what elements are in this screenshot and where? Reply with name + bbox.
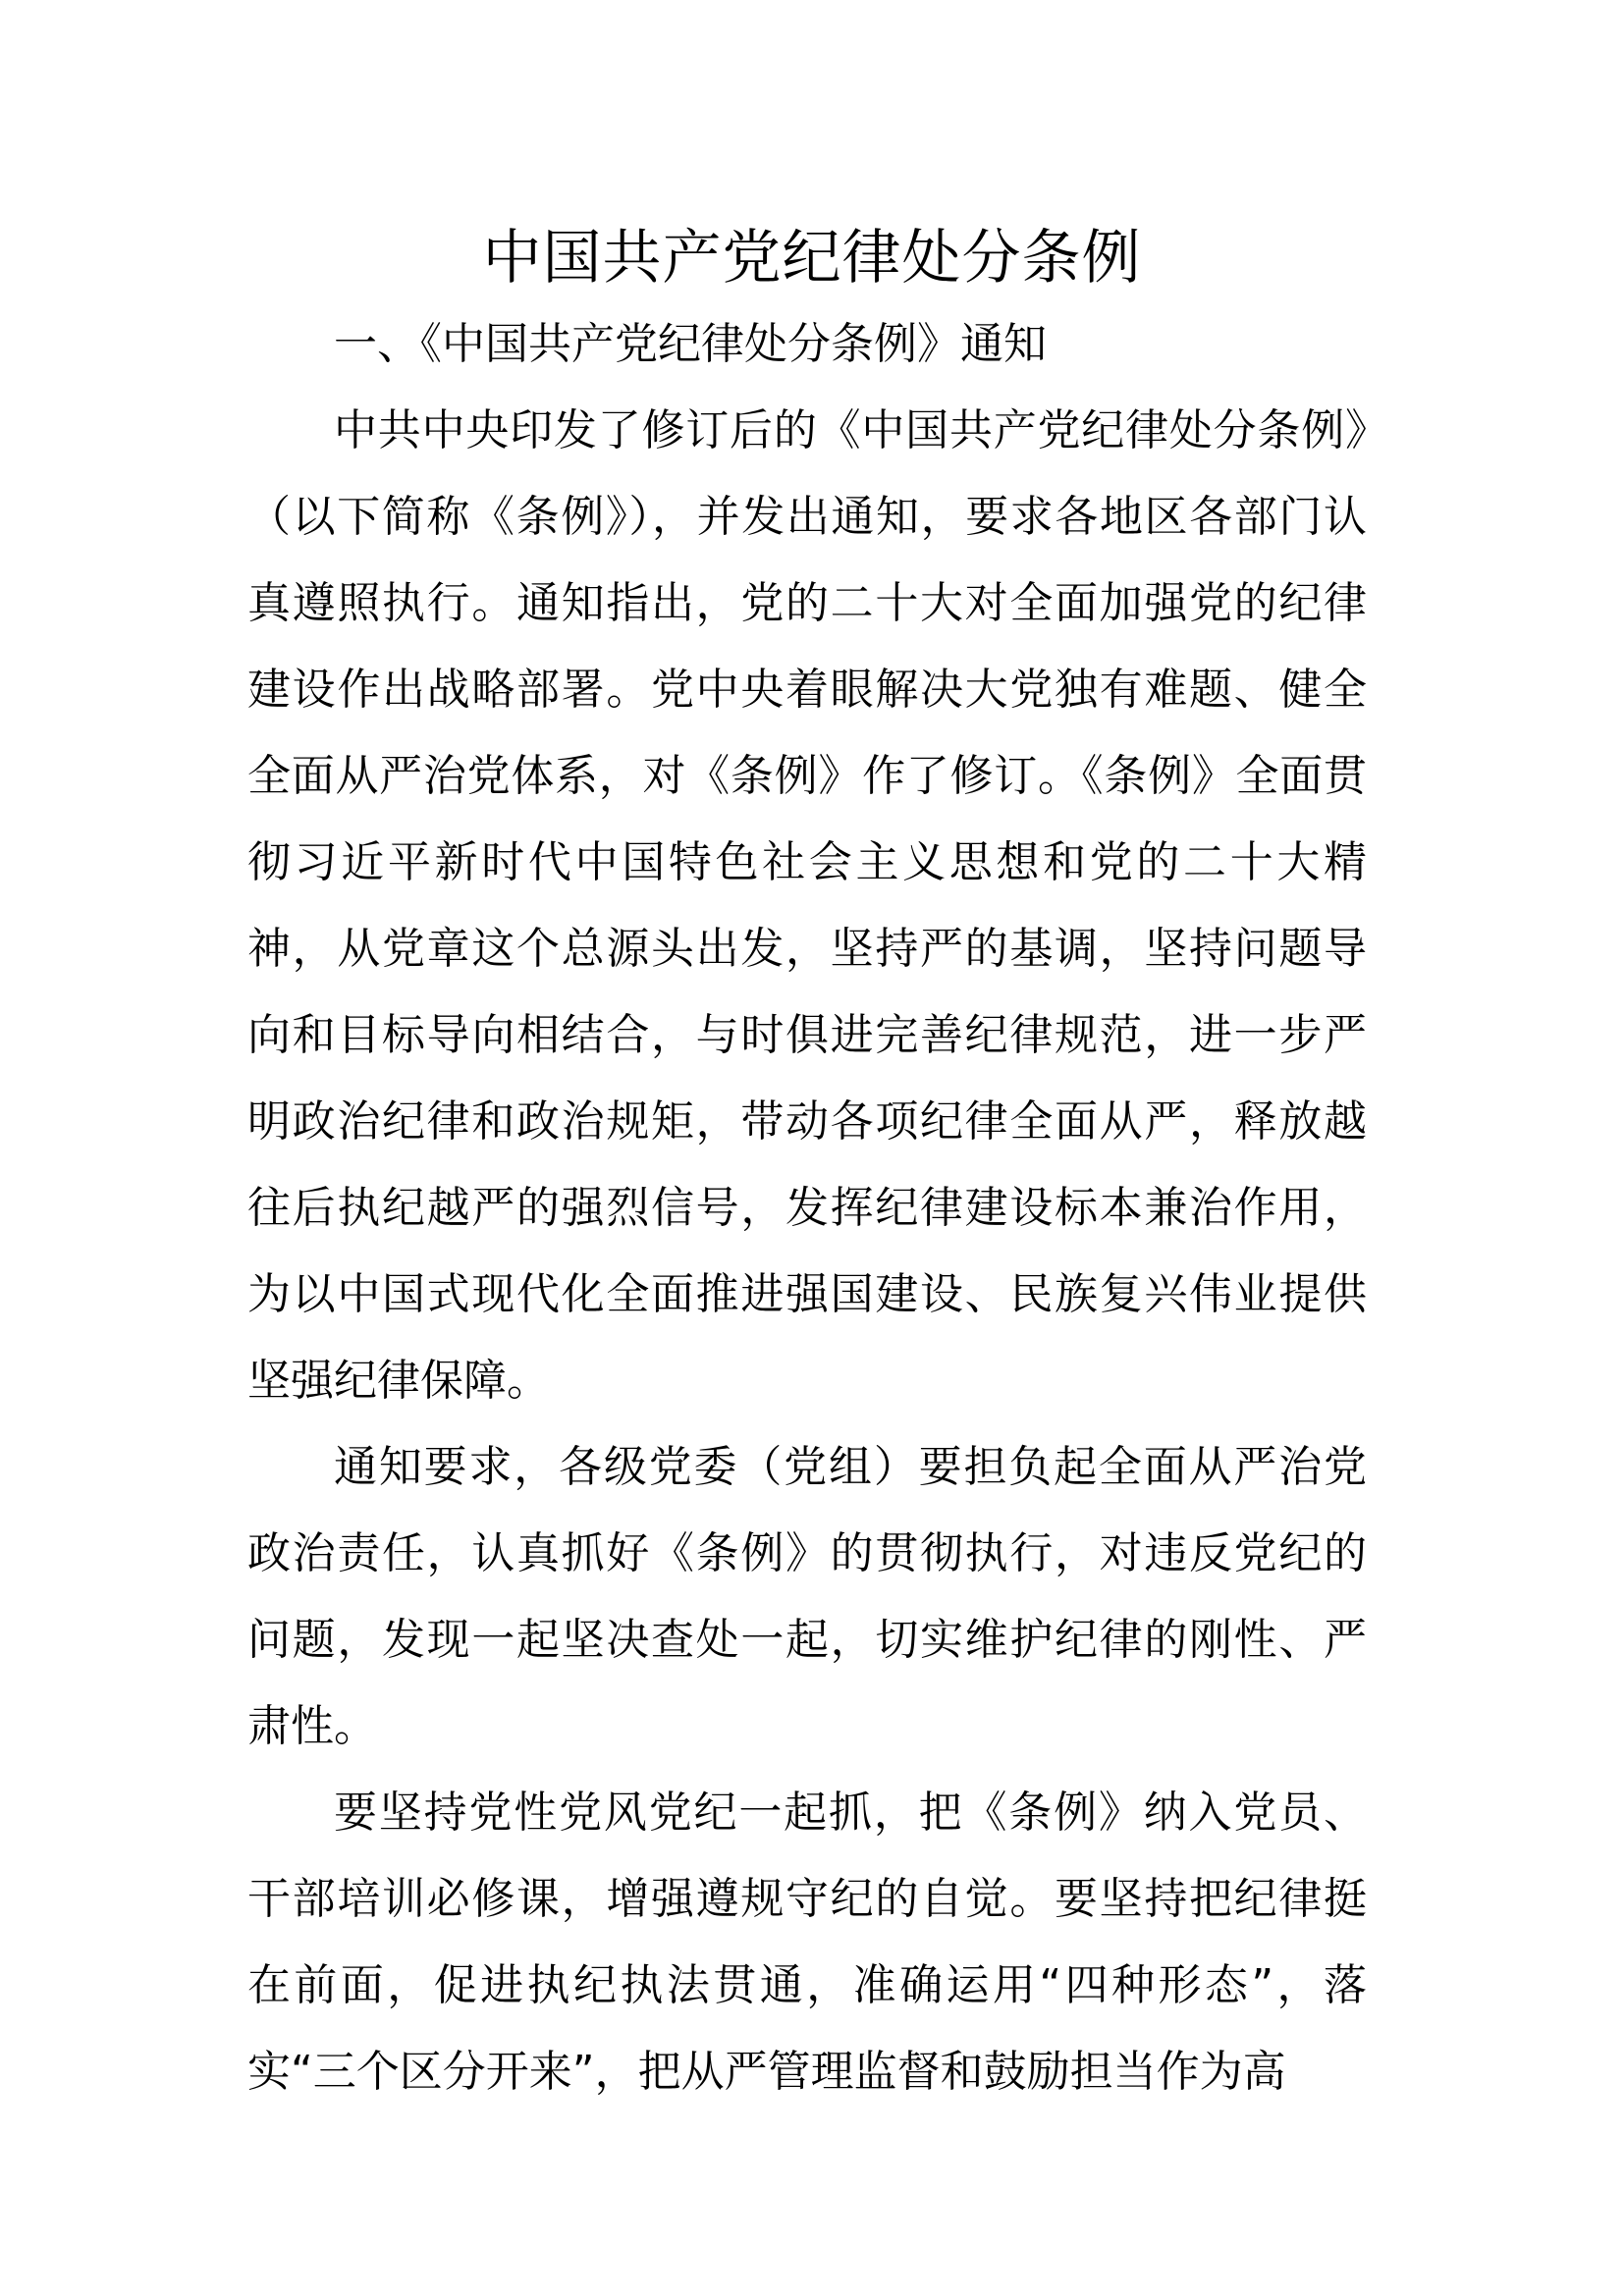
document-body — [247, 301, 1367, 2115]
paragraph-3: 要坚持党性党风党纪一起抓，把《条例》纳入党员、干部培训必修课，增强遵规守纪的自觉。要坚持把纪律挺在前面，促进执纪执法贯通，准确运用“四种形态”，落实“三个区分开来”，把从严管理监督和鼓励担当作为高 — [247, 1788, 1367, 2097]
document-title: 中国共产党纪律处分条例 — [482, 224, 1142, 293]
section-heading: 一、《中国共产党纪律处分条例》通知 — [334, 319, 1047, 369]
paragraph-2: 通知要求，各级党委（党组）要担负起全面从严治党政治责任，认真抓好《条例》的贯彻执行，对违反党纪的问题，发现一起坚决查处一起，切实维护纪律的刚性、严肃性。 — [247, 1442, 1367, 1751]
paragraph-1: 中共中央印发了修订后的《中国共产党纪律处分条例》（以下简称《条例》），并发出通知，要求各地区各部门认真遵照执行。通知指出，党的二十大对全面加强党的纪律建设作出战略部署。党中央着眼解决大党独有难题、健全全面从严治党体系，对《条例》作了修订。《条例》全面贯彻习近平新时代中国特色社会主义思想和党的二十大精神，从党章这个总源头出发，坚持严的基调，坚持问题导向和目标导向相结合，与时俱进完善纪律规范，进一步严明政治纪律和政治规矩，带动各项纪律全面从严，释放越往后执纪越严的强烈信号，发挥纪律建设标本兼治作用，为以中国式现代化全面推进强国建设、民族复兴伟业提供坚强纪律保障。 — [247, 405, 1367, 1406]
